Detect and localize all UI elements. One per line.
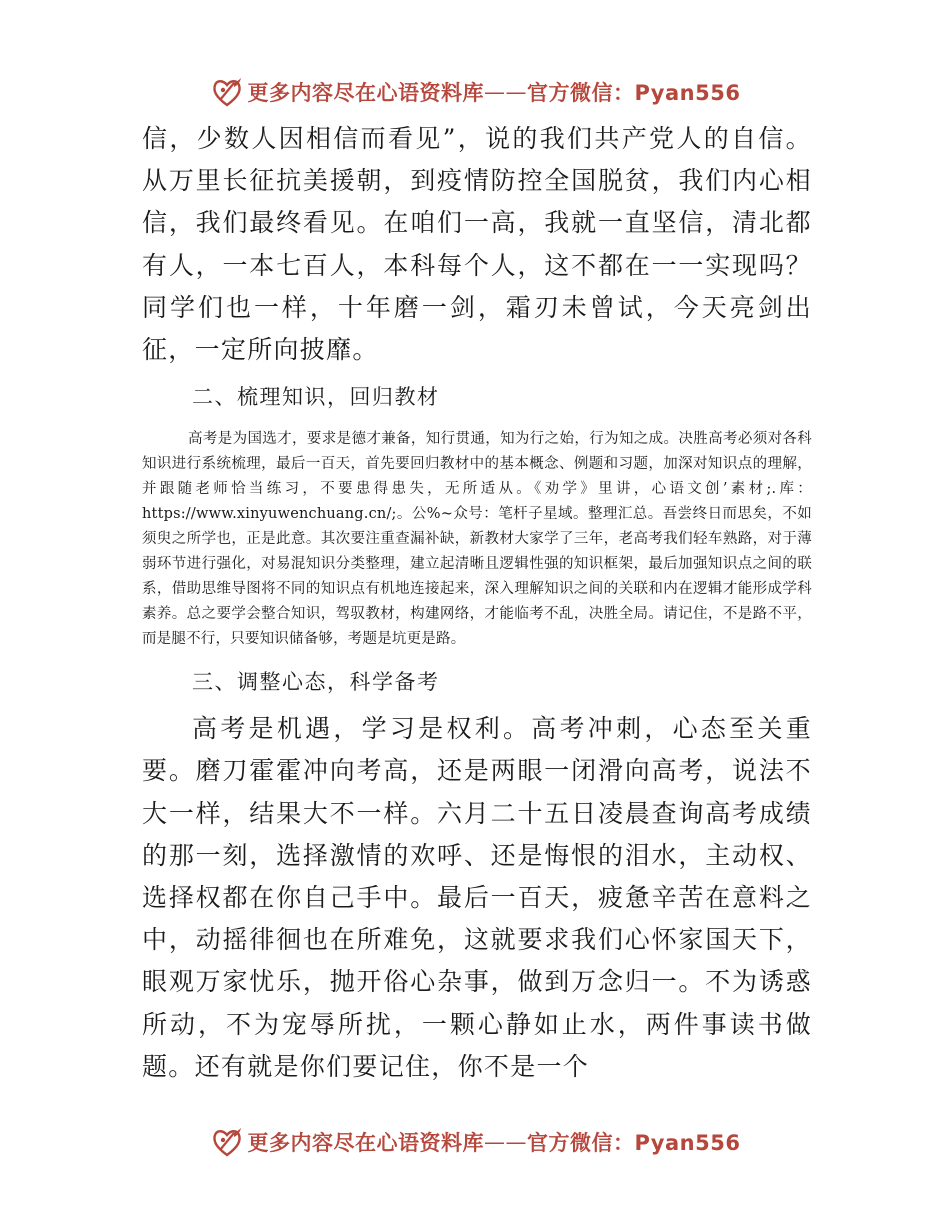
- section-heading-3: 三、调整心态，科学备考: [192, 670, 440, 695]
- document-body: [142, 118, 812, 1088]
- paragraph-1: 信，少数人因相信而看见”，说的我们共产党人的自信。从万里长征抗美援朝，到疫情防控全国脱贫，我们内心相信，我们最终看见。在咱们一高，我就一直坚信，清北都有人，一本七百人，本科每个人，这不都在一一实现吗？同学们也一样，十年磨一剑，霜刃未曾试，今天亮剑出征，一定所向披靡。: [142, 124, 812, 365]
- banner-site-text: 更多内容尽在心语资料库: [247, 81, 485, 105]
- quill-heart-logo-icon: [210, 75, 244, 109]
- section-heading-2: 二、梳理知识，回归教材: [192, 385, 440, 410]
- banner-wechat-text: 官方微信：Pyan556: [527, 81, 741, 105]
- banner-wechat-text: 官方微信：Pyan556: [527, 1131, 741, 1155]
- header-banner: [0, 72, 950, 112]
- banner-separator: ——: [484, 80, 528, 104]
- banner-site-text: 更多内容尽在心语资料库: [247, 1131, 485, 1155]
- banner-separator: ——: [484, 1130, 528, 1154]
- quill-heart-logo-icon: [210, 1125, 244, 1159]
- footer-banner: [0, 1122, 950, 1162]
- paragraph-2: 高考是为国选才，要求是德才兼备，知行贯通，知为行之始，行为知之成。决胜高考必须对各科知识进行系统梳理，最后一百天，首先要回归教材中的基本概念、例题和习题，加深对知识点的理解，并跟随老师恰当练习，不要患得患失，无所适从。《劝学》里讲，心语文创’素材;.库：https://www.xinyuwenchuang.cn/;。公%~众号：笔杆子星域。整理汇总。吾尝终日而思矣，不如须臾之所学也，正是此意。其次要注重查漏补缺，新教材大家学了三年，老高考我们轻车熟路，对于薄弱环节进行强化，对易混知识分类整理，建立起清晰且逻辑性强的知识框架，最后加强知识点之间的联系，借助思维导图将不同的知识点有机地连接起来，深入理解知识之间的关联和内在逻辑才能形成学科素养。总之要学会整合知识，驾驭教材，构建网络，才能临考不乱，决胜全局。请记住，不是路不平，而是腿不行，只要知识储备够，考题是坑更是路。: [142, 431, 812, 648]
- paragraph-3: 高考是机遇，学习是权利。高考冲刺，心态至关重要。磨刀霍霍冲向考高，还是两眼一闭滑向高考，说法不大一样，结果大不一样。六月二十五日凌晨查询高考成绩的那一刻，选择激情的欢呼、还是悔恨的泪水，主动权、选择权都在你自己手中。最后一百天，疲惫辛苦在意料之中，动摇徘徊也在所难免，这就要求我们心怀家国天下，眼观万家忧乐，抛开俗心杂事，做到万念归一。不为诱惑所动，不为宠辱所扰，一颗心静如止水，两件事读书做题。还有就是你们要记住，你不是一个: [142, 714, 812, 1081]
